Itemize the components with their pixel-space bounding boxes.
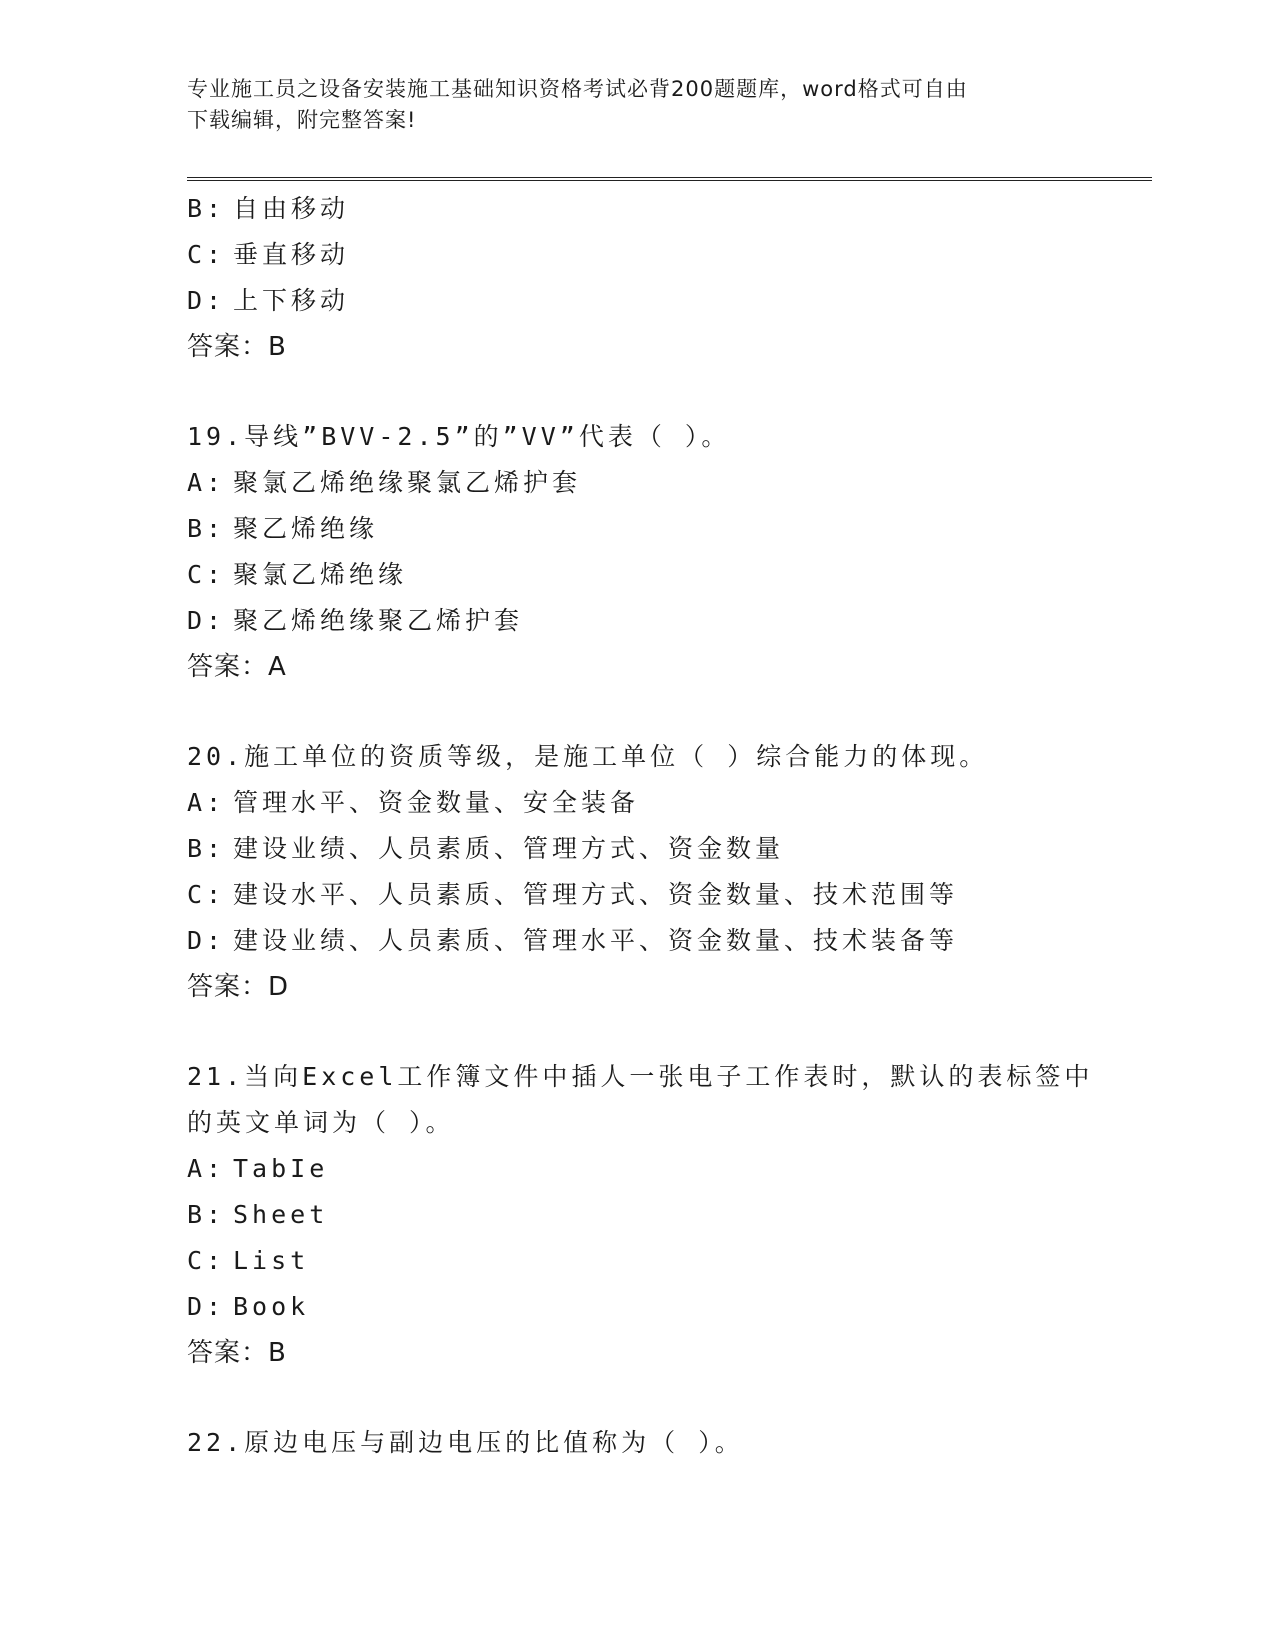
answer: 答案：D — [187, 972, 290, 1002]
question-list — [187, 186, 1147, 1466]
question-text-line-1: 21.当向Excel工作簿文件中插人一张电子工作表时，默认的表标签中 — [187, 1062, 1094, 1091]
option-d: D: 建设业绩、人员素质、管理水平、资金数量、技术装备等 — [187, 926, 959, 955]
option-b: B: 自由移动 — [187, 194, 350, 223]
question-text-line-2: 的英文单词为（ ）。 — [187, 1108, 455, 1137]
answer: 答案：B — [187, 332, 287, 362]
option-a: A: 聚氯乙烯绝缘聚氯乙烯护套 — [187, 468, 582, 497]
question-21 — [187, 1054, 1147, 1376]
question-19 — [187, 414, 1147, 690]
option-d: D: Book — [187, 1292, 310, 1321]
header-title-line-2: 下载编辑，附完整答案! — [187, 108, 417, 132]
document-header — [187, 74, 1067, 136]
question-20 — [187, 734, 1147, 1010]
option-a: A: TabIe — [187, 1154, 329, 1183]
header-title-line-1: 专业施工员之设备安装施工基础知识资格考试必背200题题库，word格式可自由 — [187, 77, 968, 101]
question-text: 22.原边电压与副边电压的比值称为（ ）。 — [187, 1428, 744, 1457]
answer: 答案：B — [187, 1338, 287, 1368]
option-d: D: 聚乙烯绝缘聚乙烯护套 — [187, 606, 524, 635]
answer: 答案：A — [187, 652, 287, 682]
option-c: C: 垂直移动 — [187, 240, 350, 269]
header-divider — [187, 177, 1152, 181]
question-18-continued — [187, 186, 1147, 370]
option-c: C: List — [187, 1246, 310, 1275]
option-c: C: 建设水平、人员素质、管理方式、资金数量、技术范围等 — [187, 880, 959, 909]
option-a: A: 管理水平、资金数量、安全装备 — [187, 788, 640, 817]
option-b: B: 建设业绩、人员素质、管理方式、资金数量 — [187, 834, 785, 863]
question-22 — [187, 1420, 1147, 1466]
option-b: B: 聚乙烯绝缘 — [187, 514, 379, 543]
question-text: 20.施工单位的资质等级，是施工单位（ ）综合能力的体现。 — [187, 742, 989, 771]
option-c: C: 聚氯乙烯绝缘 — [187, 560, 408, 589]
question-text: 19.导线”BVV-2.5”的”VV”代表（ ）。 — [187, 422, 731, 451]
option-b: B: Sheet — [187, 1200, 329, 1229]
option-d: D: 上下移动 — [187, 286, 350, 315]
